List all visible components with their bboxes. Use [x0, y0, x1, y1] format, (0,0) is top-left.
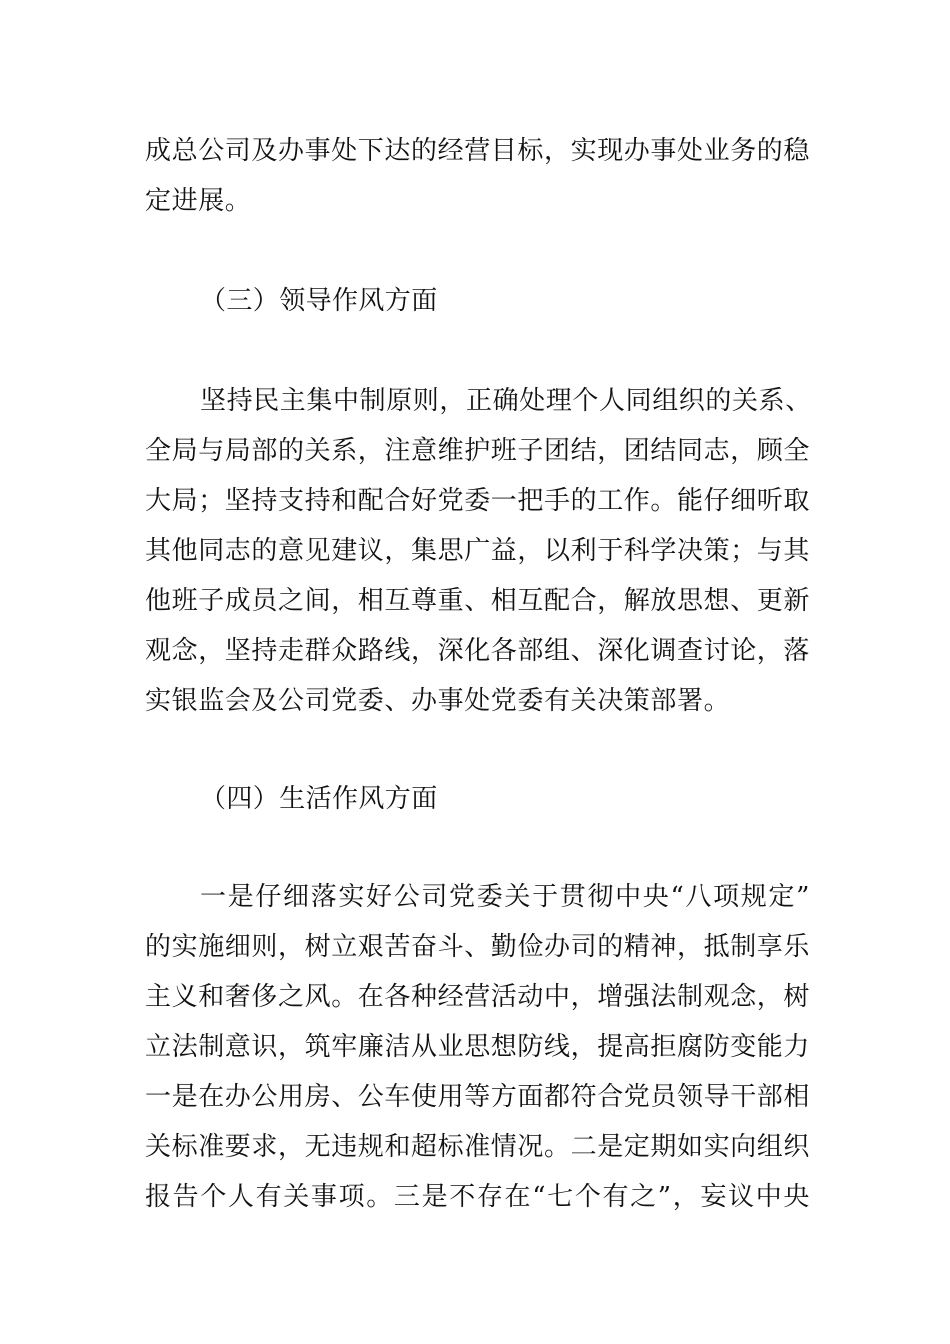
paragraph-line: 观念，坚持走群众路线，深化各部组、深化调查讨论，落	[145, 636, 811, 666]
paragraph-line: 主义和奢侈之风。在各种经营活动中，增强法制观念，树	[145, 982, 811, 1012]
paragraph-line: 关标准要求，无违规和超标准情况。二是定期如实向组织	[145, 1132, 811, 1162]
paragraph-line: 其他同志的意见建议，集思广益，以利于科学决策；与其	[145, 536, 811, 566]
paragraph-line: 的实施细则，树立艰苦奋斗、勤俭办司的精神，抵制享乐	[145, 932, 811, 962]
paragraph-line: 定进展。	[145, 186, 252, 216]
paragraph-line: 一是仔细落实好公司党委关于贯彻中央“八项规定”	[200, 882, 810, 912]
paragraph-line: 实银监会及公司党委、办事处党委有关决策部署。	[145, 686, 731, 716]
section-heading: （三）领导作风方面	[200, 286, 438, 316]
paragraph-line: 全局与局部的关系，注意维护班子团结，团结同志，顾全	[145, 436, 811, 466]
paragraph-line: 他班子成员之间，相互尊重、相互配合，解放思想、更新	[145, 586, 811, 616]
paragraph-line: 报告个人有关事项。三是不存在“七个有之”，妄议中央	[145, 1182, 810, 1212]
paragraph-line: 大局；坚持支持和配合好党委一把手的工作。能仔细听取	[145, 486, 811, 516]
paragraph-line: 一是在办公用房、公车使用等方面都符合党员领导干部相	[145, 1082, 811, 1112]
paragraph-line: 坚持民主集中制原则，正确处理个人同组织的关系、	[200, 386, 812, 416]
paragraph-line: 立法制意识，筑牢廉洁从业思想防线，提高拒腐防变能力	[145, 1032, 811, 1062]
paragraph-line: 成总公司及办事处下达的经营目标，实现办事处业务的稳	[145, 136, 811, 166]
section-heading: （四）生活作风方面	[200, 784, 438, 814]
